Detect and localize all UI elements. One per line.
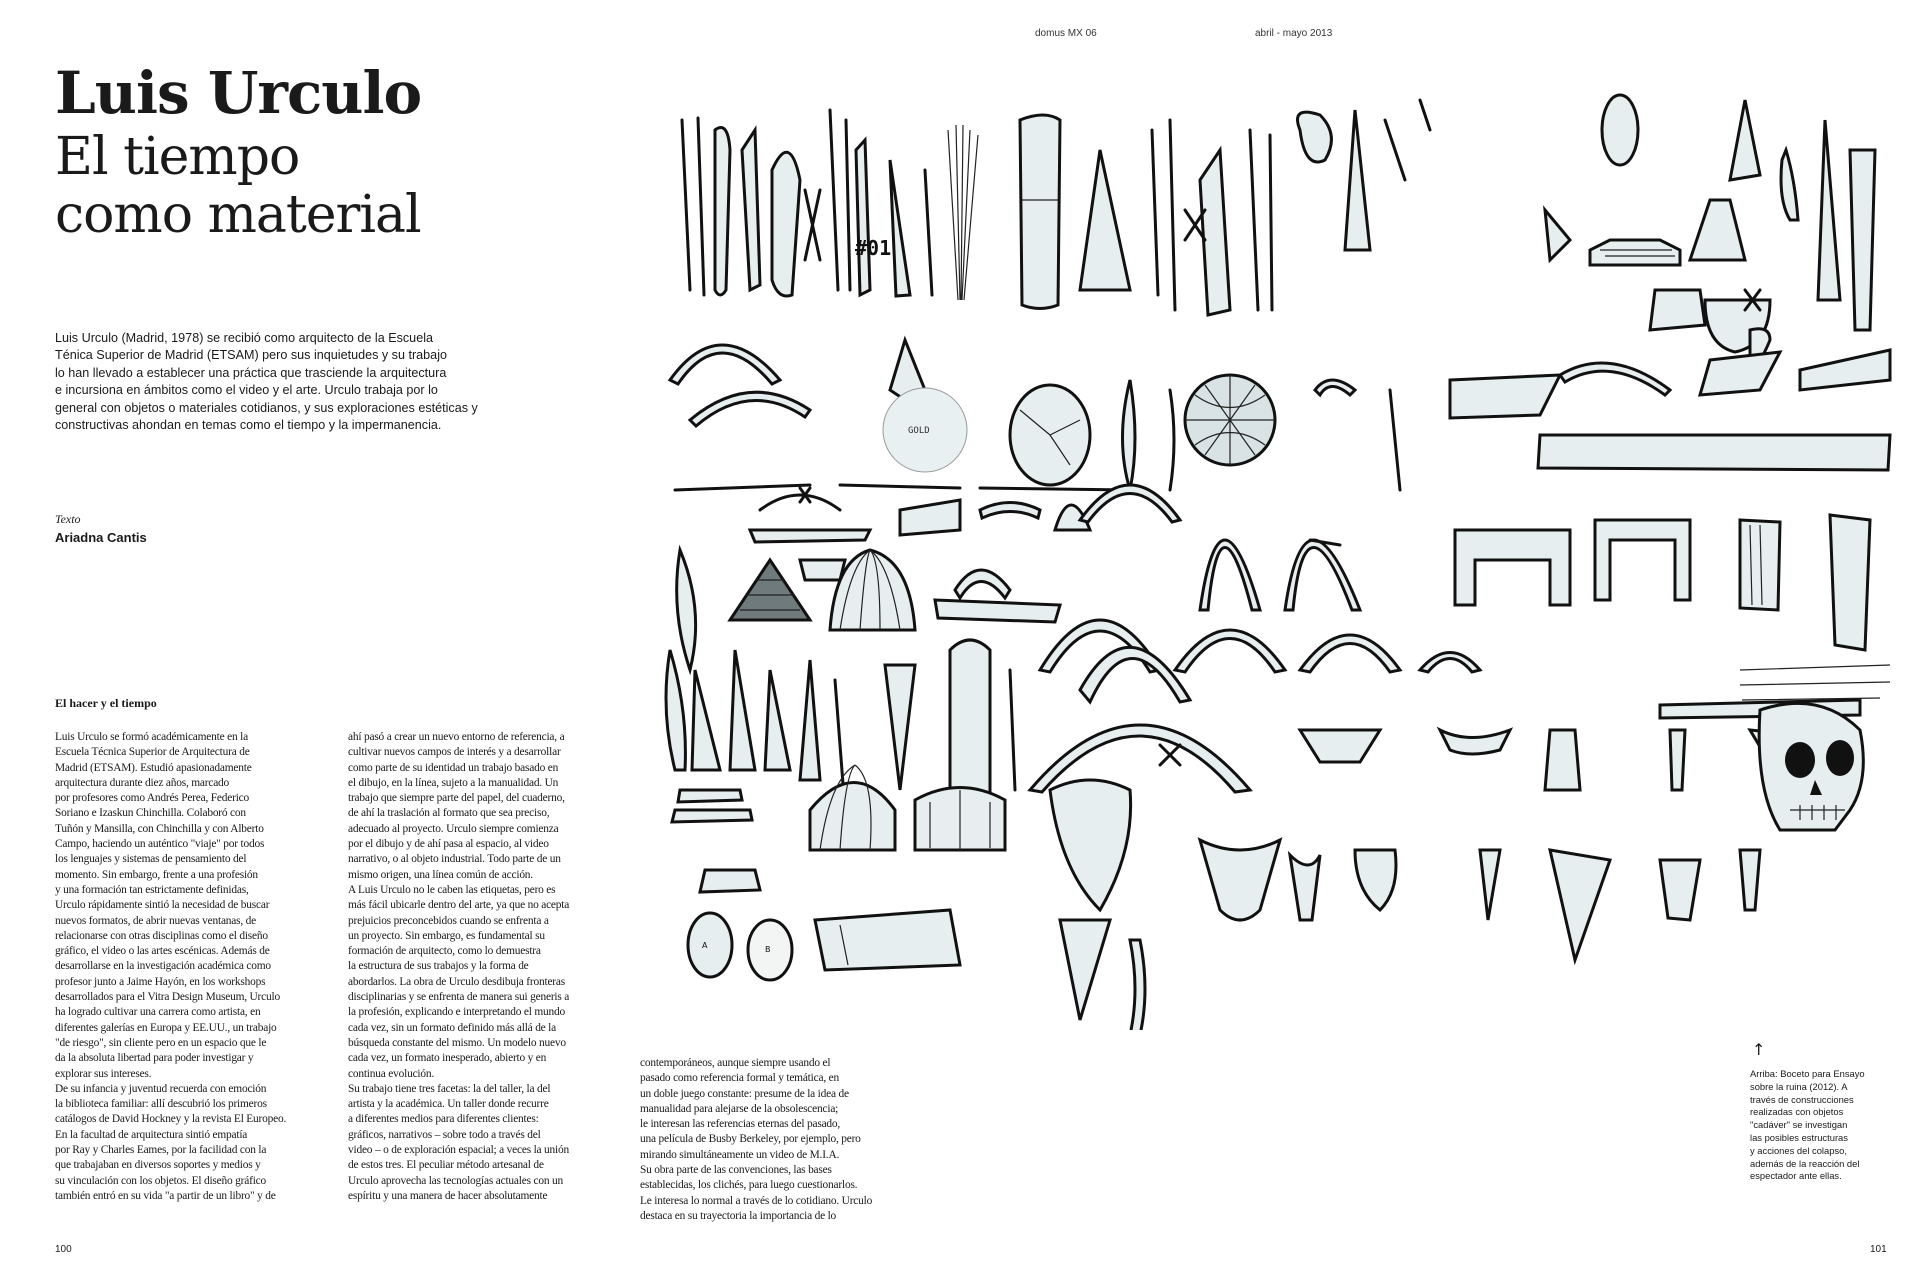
caption-line: las posibles estructuras bbox=[1750, 1131, 1848, 1143]
article-title: Luis Urculo bbox=[55, 59, 422, 127]
body-line: a diferentes medios para diferentes clientes: bbox=[348, 1113, 539, 1126]
caption-line: "cadáver" se investigan bbox=[1750, 1119, 1848, 1131]
body-line: gráficos, narrativos – sobre todo a través del bbox=[348, 1128, 541, 1141]
body-line: espíritu y una manera de hacer absolutamente bbox=[348, 1189, 548, 1202]
body-line: Soriano e Izaskun Chinchilla. Colaboró con bbox=[55, 807, 246, 820]
body-line: como parte de su identidad un trabajo basado en bbox=[348, 761, 559, 774]
body-line: la biblioteca familiar: allí descubrió los primeros bbox=[55, 1098, 267, 1111]
body-line: manualidad para alejarse de la obsolescencia; bbox=[640, 1102, 839, 1115]
body-line: Campo, haciendo un auténtico "viaje" por todos bbox=[55, 838, 265, 851]
page-number-left: 100 bbox=[55, 1244, 72, 1255]
body-line: un doble juego constante: presume de la idea de bbox=[640, 1087, 849, 1100]
body-line: video – o de exploración espacial; a veces la unión bbox=[348, 1144, 570, 1157]
intro-line: Luis Urculo (Madrid, 1978) se recibió como arquitecto de la Escuela bbox=[55, 331, 433, 345]
credit-label: Texto bbox=[55, 512, 81, 526]
intro-line: e incursiona en ámbitos como el video y el arte. Urculo trabaja por lo bbox=[55, 383, 438, 398]
body-line: ahí pasó a crear un nuevo entorno de referencia, a bbox=[348, 731, 565, 743]
body-line: adecuado al proyecto. Urculo siempre comienza bbox=[348, 822, 559, 835]
body-column-3 bbox=[640, 1056, 910, 1224]
section-heading: El hacer y el tiempo bbox=[55, 696, 157, 710]
body-line: por Ray y Charles Eames, por la facilidad con la bbox=[55, 1144, 267, 1157]
caption-arrow-icon: ↑ bbox=[1752, 1040, 1766, 1059]
article-subtitle bbox=[55, 128, 421, 244]
caption-line: espectador ante ellas. bbox=[1750, 1170, 1842, 1182]
label-a: A bbox=[702, 941, 708, 950]
body-line: más fácil ubicarle dentro del arte, ya que no acepta bbox=[348, 899, 570, 912]
label-01: #01 bbox=[855, 236, 892, 260]
body-line: desarrollados para el Vitra Design Museum, Urculo bbox=[55, 991, 280, 1004]
body-line: el dibujo, en la línea, sujeto a la manualidad. Un bbox=[348, 776, 559, 789]
body-line: también entró en su vida "a partir de un libro" y de bbox=[55, 1189, 276, 1202]
body-line: los lenguajes y sistemas de pensamiento del bbox=[55, 853, 247, 866]
body-line: Urculo aprovecha las tecnologías actuales con un bbox=[348, 1174, 563, 1187]
caption-line: además de la reacción del bbox=[1750, 1157, 1860, 1169]
body-line: artista y la académica. Un taller donde recurre bbox=[348, 1098, 549, 1111]
body-line: ha logrado cultivar una carrera como artista, en bbox=[55, 1006, 261, 1019]
body-column-2 bbox=[348, 730, 623, 1204]
body-line: narrativo, o al objeto industrial. Todo parte de un bbox=[348, 853, 561, 866]
body-line: abordarlos. La obra de Urculo desdibuja fronteras bbox=[348, 975, 565, 988]
body-line: la profesión, explicando e interpretando el mundo bbox=[348, 1006, 565, 1019]
body-line: de ahí la traslación al formato que sea preciso, bbox=[348, 807, 550, 820]
body-line: pasado como referencia formal y temática, en bbox=[640, 1072, 839, 1085]
row-right-objects bbox=[1545, 95, 1875, 370]
body-line: da la absoluta libertad para poder investigar y bbox=[55, 1052, 254, 1065]
row-arcs bbox=[670, 340, 1890, 490]
intro-line: lo han llevado a establecer una práctica que trasciende la arquitectura bbox=[55, 365, 447, 380]
body-line: destaca en su trayectoria la importancia de lo bbox=[640, 1209, 837, 1222]
body-line: En la facultad de arquitectura sintió empatía bbox=[55, 1128, 248, 1141]
issue-date: abril - mayo 2013 bbox=[1255, 28, 1333, 39]
skull-drawing bbox=[1759, 703, 1863, 830]
intro-line: Ténica Superior de Madrid (ETSAM) pero sus inquietudes y su trabajo bbox=[55, 348, 447, 363]
body-line: diferentes galerías en Europa y EE.UU., un trabajo bbox=[55, 1021, 277, 1034]
credit-author: Ariadna Cantis bbox=[55, 530, 147, 545]
body-line: su vinculación con los objetos. El diseño gráfico bbox=[55, 1174, 267, 1187]
caption-line: realizadas con objetos bbox=[1750, 1106, 1844, 1118]
body-line: por profesores como Andrés Perea, Federico bbox=[55, 792, 250, 805]
body-line: Madrid (ETSAM). Estudió apasionadamente bbox=[55, 761, 252, 774]
body-line: Tuñón y Mansilla, con Chinchilla y con Alberto bbox=[55, 822, 264, 835]
body-line: cada vez, sin un formato definido más allá de la bbox=[348, 1021, 557, 1034]
body-line: una película de Busby Berkeley, por ejemplo, pero bbox=[640, 1133, 861, 1146]
body-line: trabajo que siempre parte del papel, del cuaderno, bbox=[348, 792, 565, 805]
body-line: mirando simultáneamente un video de M.I.A. bbox=[640, 1148, 840, 1161]
body-line: arquitectura durante diez años, marcado bbox=[55, 776, 230, 789]
image-caption bbox=[1750, 1068, 1888, 1183]
body-line: cada vez, un formato inesperado, abierto y en bbox=[348, 1052, 547, 1065]
intro-paragraph bbox=[55, 330, 495, 434]
body-line: nuevos formatos, de abrir nuevas ventanas, de bbox=[55, 914, 257, 927]
body-line: catálogos de David Hockney y la revista El Europeo. bbox=[55, 1113, 287, 1126]
body-line: contemporáneos, aunque siempre usando el bbox=[640, 1057, 831, 1069]
body-line: momento. Sin embargo, frente a una profesión bbox=[55, 868, 258, 881]
body-line: prejuicios preconcebidos cuando se enfrenta a bbox=[348, 914, 549, 927]
subtitle-line-2: como material bbox=[55, 185, 421, 245]
caption-line: sobre la ruina (2012). A bbox=[1750, 1080, 1848, 1092]
intro-line: constructivas ahondan en temas como el tiempo y la impermanencia. bbox=[55, 418, 442, 433]
artwork-sketch bbox=[660, 90, 1900, 1030]
body-line: disciplinarias y se enfrenta de manera sui generis a bbox=[348, 991, 570, 1004]
body-line: le interesan las referencias eternas del pasado, bbox=[640, 1118, 841, 1131]
body-line: explorar sus intereses. bbox=[55, 1067, 152, 1080]
body-line: por el dibujo y de ahí pasa al espacio, al video bbox=[348, 838, 549, 851]
intro-line: general con objetos o materiales cotidianos, y sus exploraciones estéticas y bbox=[55, 400, 478, 415]
page-number-right: 101 bbox=[1870, 1244, 1887, 1255]
row-sticks bbox=[682, 100, 1430, 315]
body-line: que trabajaban en diversos soportes y medios y bbox=[55, 1159, 261, 1172]
body-line: Su obra parte de las convenciones, las bases bbox=[640, 1164, 832, 1177]
body-line: mismo origen, una línea común de acción. bbox=[348, 868, 533, 881]
label-b: B bbox=[765, 945, 771, 954]
body-line: cultivar nuevos campos de interés y a desarrollar bbox=[348, 746, 561, 759]
body-line: Su trabajo tiene tres facetas: la del taller, la del bbox=[348, 1082, 551, 1095]
body-line: A Luis Urculo no le caben las etiquetas, pero es bbox=[348, 883, 556, 896]
body-line: relacionarse con otras disciplinas como el diseño bbox=[55, 929, 268, 942]
body-line: Escuela Técnica Superior de Arquitectura de bbox=[55, 746, 250, 759]
caption-line: Arriba: Boceto para Ensayo bbox=[1750, 1068, 1865, 1079]
body-line: la estructura de sus trabajos y la forma de bbox=[348, 960, 529, 973]
body-line: de estos tres. El peculiar método artesanal de bbox=[348, 1159, 544, 1172]
body-line: Urculo rápidamente sintió la necesidad de buscar bbox=[55, 899, 270, 912]
body-line: Luis Urculo se formó académicamente en la bbox=[55, 731, 248, 743]
body-line: profesor junto a Jaime Hayón, en los workshops bbox=[55, 975, 266, 988]
body-line: formación de arquitecto, como lo demuestra bbox=[348, 945, 541, 958]
body-line: "de riesgo", sin cliente pero en un espacio que le bbox=[55, 1036, 267, 1049]
body-line: De su infancia y juventud recuerda con emoción bbox=[55, 1082, 267, 1095]
magazine-issue: domus MX 06 bbox=[1035, 28, 1097, 39]
row-bottom bbox=[672, 765, 1760, 1030]
label-gold: GOLD bbox=[908, 426, 930, 436]
row-domes bbox=[677, 485, 1870, 670]
body-line: establecidas, los clichés, para luego cuestionarlos. bbox=[640, 1179, 858, 1192]
body-line: desarrollarse en la investigación académica como bbox=[55, 960, 271, 973]
subtitle-line-1: El tiempo bbox=[55, 127, 300, 187]
body-column-1 bbox=[55, 730, 335, 1204]
body-line: un proyecto. Sin embargo, es fundamental su bbox=[348, 929, 545, 942]
body-line: y una formación tan estrictamente definidas, bbox=[55, 883, 249, 896]
body-line: continua evolución. bbox=[348, 1067, 435, 1080]
caption-line: través de construcciones bbox=[1750, 1093, 1854, 1105]
body-line: Le interesa lo normal a través de lo cotidiano. Urculo bbox=[640, 1194, 873, 1207]
body-line: búsqueda constante del mismo. Un modelo nuevo bbox=[348, 1036, 566, 1049]
caption-line: y acciones del colapso, bbox=[1750, 1144, 1847, 1156]
body-line: gráfico, el video o las artes escénicas. Además de bbox=[55, 945, 270, 958]
